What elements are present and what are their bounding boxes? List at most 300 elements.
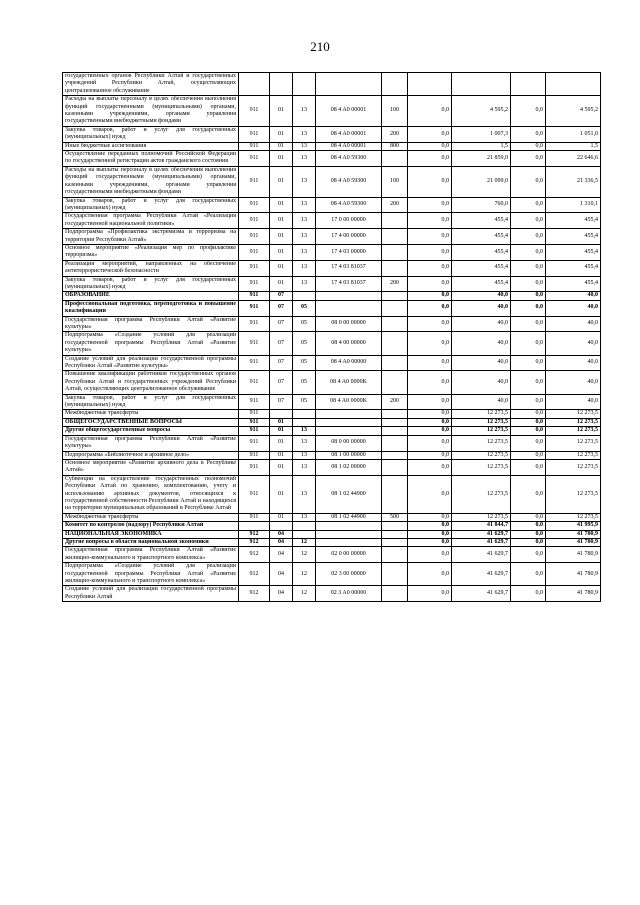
cell-section (270, 522, 293, 530)
cell-name: Расходы на выплаты персоналу в целях обеспечения выполнения функций государственными (муниципальными) органами, казенными учреждениями, органами управления государственными внебюджетными фондами (63, 166, 239, 197)
cell-name: Другие общегосударственные вопросы (63, 427, 239, 435)
cell-target-article: 08 4 A0 0000K (316, 394, 382, 410)
cell-value-1: 0,0 (408, 418, 452, 426)
cell-subsection: 13 (293, 513, 316, 521)
cell-subsection: 13 (293, 244, 316, 260)
cell-admin-code: 911 (239, 213, 270, 229)
cell-name: Реализация мероприятий, направленных на обеспечение антитеррористической безопасности (63, 260, 239, 276)
cell-expense-type (382, 538, 408, 546)
budget-table (62, 72, 601, 602)
cell-expense-type (382, 371, 408, 394)
cell-value-3: 0,0 (511, 538, 546, 546)
table-row (63, 586, 601, 602)
cell-name: Подпрограмма «Создание условий для реализации государственной программы Республики Алтай «Развитие жилищно-коммунального и транспортного комплекса» (63, 563, 239, 586)
table-row (63, 151, 601, 167)
cell-subsection (293, 522, 316, 530)
cell-target-article: 08 1 02 00000 (316, 459, 382, 475)
cell-target-article: 08 4 A0 00001 (316, 142, 382, 150)
cell-admin-code: 911 (239, 332, 270, 355)
cell-value-1: 0,0 (408, 547, 452, 563)
table-row (63, 300, 601, 316)
cell-admin-code: 911 (239, 475, 270, 513)
cell-target-article (316, 522, 382, 530)
cell-name: Основное мероприятие «Развитие архивного дела в Республике Алтай» (63, 459, 239, 475)
cell-value-1: 0,0 (408, 513, 452, 521)
cell-value-3: 0,0 (511, 292, 546, 300)
cell-admin-code: 911 (239, 126, 270, 142)
cell-expense-type (382, 73, 408, 96)
cell-section (270, 410, 293, 418)
cell-value-4: 41 780,9 (546, 530, 601, 538)
cell-value-2: 41 844,7 (452, 522, 511, 530)
cell-expense-type: 100 (382, 166, 408, 197)
cell-value-4: 12 273,5 (546, 459, 601, 475)
cell-admin-code: 911 (239, 229, 270, 245)
table-row (63, 355, 601, 371)
cell-subsection: 12 (293, 538, 316, 546)
cell-value-4 (546, 73, 601, 96)
cell-section: 07 (270, 394, 293, 410)
cell-expense-type (382, 475, 408, 513)
cell-subsection (293, 292, 316, 300)
cell-value-2: 21 859,0 (452, 151, 511, 167)
cell-value-2: 21 099,0 (452, 166, 511, 197)
cell-value-3: 0,0 (511, 213, 546, 229)
cell-value-3: 0,0 (511, 394, 546, 410)
cell-section: 01 (270, 229, 293, 245)
cell-value-3: 0,0 (511, 316, 546, 332)
cell-expense-type (382, 435, 408, 451)
cell-value-4: 22 646,6 (546, 151, 601, 167)
cell-admin-code (239, 73, 270, 96)
cell-admin-code: 911 (239, 96, 270, 127)
cell-value-2: 12 273,5 (452, 418, 511, 426)
cell-admin-code: 911 (239, 451, 270, 459)
cell-section: 01 (270, 418, 293, 426)
cell-value-1: 0,0 (408, 459, 452, 475)
cell-value-3: 0,0 (511, 229, 546, 245)
cell-subsection: 13 (293, 229, 316, 245)
cell-value-2: 40,0 (452, 316, 511, 332)
cell-subsection: 13 (293, 260, 316, 276)
cell-value-1: 0,0 (408, 126, 452, 142)
cell-subsection (293, 418, 316, 426)
cell-target-article: 02 3 00 00000 (316, 563, 382, 586)
cell-expense-type (382, 355, 408, 371)
cell-section: 01 (270, 513, 293, 521)
cell-target-article (316, 530, 382, 538)
cell-value-3: 0,0 (511, 96, 546, 127)
cell-value-1: 0,0 (408, 530, 452, 538)
cell-value-4: 21 336,5 (546, 166, 601, 197)
cell-expense-type (382, 229, 408, 245)
cell-value-2: 1 007,3 (452, 126, 511, 142)
cell-value-4: 41 780,9 (546, 586, 601, 602)
cell-value-1: 0,0 (408, 229, 452, 245)
cell-value-4: 41 780,9 (546, 538, 601, 546)
cell-value-4: 12 273,5 (546, 475, 601, 513)
cell-admin-code: 911 (239, 316, 270, 332)
cell-value-4: 41 995,9 (546, 522, 601, 530)
cell-admin-code: 911 (239, 513, 270, 521)
cell-value-4: 455,4 (546, 213, 601, 229)
cell-value-2: 41 629,7 (452, 538, 511, 546)
cell-admin-code: 912 (239, 547, 270, 563)
cell-section: 01 (270, 451, 293, 459)
table-row (63, 418, 601, 426)
cell-target-article: 08 4 A0 00001 (316, 96, 382, 127)
cell-section: 07 (270, 292, 293, 300)
cell-value-1: 0,0 (408, 475, 452, 513)
cell-value-3: 0,0 (511, 276, 546, 292)
cell-value-4: 12 273,5 (546, 513, 601, 521)
cell-section: 07 (270, 316, 293, 332)
cell-value-1: 0,0 (408, 522, 452, 530)
cell-target-article: 08 1 02 44900 (316, 513, 382, 521)
cell-value-2: 41 629,7 (452, 547, 511, 563)
cell-section (270, 73, 293, 96)
cell-name: Подпрограмма «Профилактика экстремизма и терроризма на территории Республики Алтай» (63, 229, 239, 245)
cell-expense-type (382, 151, 408, 167)
cell-name: Создание условий для реализации государственной программы Республики Алтай (63, 586, 239, 602)
cell-value-2: 455,4 (452, 260, 511, 276)
cell-subsection: 05 (293, 300, 316, 316)
cell-admin-code: 911 (239, 355, 270, 371)
cell-target-article (316, 538, 382, 546)
cell-value-2 (452, 73, 511, 96)
table-row (63, 459, 601, 475)
cell-value-2: 40,0 (452, 292, 511, 300)
cell-section: 01 (270, 475, 293, 513)
cell-value-1: 0,0 (408, 538, 452, 546)
cell-section: 01 (270, 197, 293, 213)
cell-target-article: 08 0 00 00000 (316, 316, 382, 332)
cell-target-article (316, 300, 382, 316)
cell-admin-code: 912 (239, 563, 270, 586)
cell-target-article: 08 4 A0 00001 (316, 126, 382, 142)
cell-value-2: 40,0 (452, 371, 511, 394)
cell-name: государственных органов Республики Алтай и государственных учреждений Республики Алтай, осуществляющих централизованное обслуживание (63, 73, 239, 96)
cell-name: Иные бюджетные ассигнования (63, 142, 239, 150)
cell-section: 04 (270, 586, 293, 602)
cell-name: Межбюджетные трансферты (63, 513, 239, 521)
cell-target-article: 17 4 03 00000 (316, 244, 382, 260)
cell-value-3: 0,0 (511, 410, 546, 418)
cell-name: Субвенции на осуществление государственных полномочий Республики Алтай по хранению, комплектованию, учету и использованию архивных документов, относящихся к государственной собственности Республики Алтай и находящихся на территории муниципальных образований в Республике Алтай (63, 475, 239, 513)
cell-subsection: 13 (293, 451, 316, 459)
cell-target-article: 08 4 A0 00000 (316, 355, 382, 371)
cell-expense-type: 200 (382, 394, 408, 410)
cell-expense-type (382, 213, 408, 229)
table-row (63, 547, 601, 563)
table-row (63, 276, 601, 292)
cell-expense-type: 800 (382, 142, 408, 150)
cell-value-1: 0,0 (408, 96, 452, 127)
cell-admin-code: 911 (239, 459, 270, 475)
cell-target-article: 02 3 A0 00000 (316, 586, 382, 602)
cell-admin-code: 911 (239, 435, 270, 451)
cell-admin-code: 911 (239, 394, 270, 410)
cell-section: 04 (270, 538, 293, 546)
cell-name: Комитет по контролю (надзору) Республики Алтай (63, 522, 239, 530)
cell-target-article: 02 0 00 00000 (316, 547, 382, 563)
cell-name: Межбюджетные трансферты (63, 410, 239, 418)
cell-name: Закупка товаров, работ и услуг для государственных (муниципальных) нужд (63, 126, 239, 142)
cell-value-4: 12 273,5 (546, 418, 601, 426)
cell-expense-type: 200 (382, 276, 408, 292)
table-row (63, 244, 601, 260)
cell-value-3: 0,0 (511, 513, 546, 521)
cell-value-4: 40,0 (546, 300, 601, 316)
cell-admin-code: 911 (239, 418, 270, 426)
cell-value-4: 12 273,5 (546, 435, 601, 451)
cell-value-1: 0,0 (408, 586, 452, 602)
cell-expense-type (382, 292, 408, 300)
cell-value-2: 12 273,5 (452, 513, 511, 521)
cell-target-article: 08 1 00 00000 (316, 451, 382, 459)
cell-name: Государственная программа Республики Алтай «Развитие культуры» (63, 316, 239, 332)
table-row (63, 73, 601, 96)
cell-target-article: 17 4 03 81037 (316, 260, 382, 276)
cell-value-1: 0,0 (408, 244, 452, 260)
cell-name: Подпрограмма «Создание условий для реализации государственной программы Республики Алтай «Развитие культуры» (63, 332, 239, 355)
table-row (63, 475, 601, 513)
cell-target-article (316, 418, 382, 426)
table-row (63, 522, 601, 530)
cell-admin-code: 912 (239, 538, 270, 546)
cell-subsection: 05 (293, 355, 316, 371)
cell-section: 07 (270, 371, 293, 394)
cell-value-3: 0,0 (511, 371, 546, 394)
cell-name: Государственная программа Республики Алтай «Развитие культуры» (63, 435, 239, 451)
table-row (63, 513, 601, 521)
cell-subsection (293, 410, 316, 418)
table-row (63, 96, 601, 127)
cell-expense-type (382, 563, 408, 586)
cell-value-3: 0,0 (511, 475, 546, 513)
cell-value-2: 455,4 (452, 276, 511, 292)
cell-value-3: 0,0 (511, 435, 546, 451)
cell-value-1: 0,0 (408, 451, 452, 459)
cell-name: Закупка товаров, работ и услуг для государственных (муниципальных) нужд (63, 394, 239, 410)
cell-value-2: 40,0 (452, 300, 511, 316)
cell-expense-type (382, 260, 408, 276)
cell-expense-type: 100 (382, 96, 408, 127)
cell-admin-code: 911 (239, 276, 270, 292)
cell-value-2: 41 629,7 (452, 563, 511, 586)
cell-value-2: 12 273,5 (452, 427, 511, 435)
cell-value-3: 0,0 (511, 332, 546, 355)
cell-subsection: 13 (293, 197, 316, 213)
cell-name: Повышение квалификации работников государственных органов Республики Алтай и государственных учреждений Республики Алтай, осуществляющих централизованное обслуживание (63, 371, 239, 394)
cell-expense-type (382, 332, 408, 355)
cell-value-1: 0,0 (408, 394, 452, 410)
cell-name: Закупка товаров, работ и услуг для государственных (муниципальных) нужд (63, 276, 239, 292)
cell-admin-code: 911 (239, 427, 270, 435)
cell-subsection: 13 (293, 475, 316, 513)
cell-value-1: 0,0 (408, 292, 452, 300)
cell-value-4: 40,0 (546, 355, 601, 371)
cell-value-3 (511, 73, 546, 96)
table-row (63, 166, 601, 197)
cell-value-1: 0,0 (408, 410, 452, 418)
table-row (63, 229, 601, 245)
cell-value-3: 0,0 (511, 451, 546, 459)
table-row (63, 371, 601, 394)
cell-expense-type (382, 244, 408, 260)
cell-subsection (293, 73, 316, 96)
cell-value-4: 4 595,2 (546, 96, 601, 127)
cell-value-1: 0,0 (408, 151, 452, 167)
cell-subsection (293, 530, 316, 538)
table-row (63, 316, 601, 332)
cell-value-2: 12 273,5 (452, 475, 511, 513)
cell-section: 01 (270, 260, 293, 276)
table-row (63, 142, 601, 150)
cell-value-4: 12 273,5 (546, 451, 601, 459)
table-row (63, 451, 601, 459)
cell-expense-type (382, 418, 408, 426)
cell-subsection: 13 (293, 142, 316, 150)
cell-name: Государственная программа Республики Алтай «Развитие жилищно-коммунального и транспортного комплекса» (63, 547, 239, 563)
cell-admin-code: 911 (239, 300, 270, 316)
cell-section: 01 (270, 151, 293, 167)
cell-subsection: 12 (293, 586, 316, 602)
cell-value-1 (408, 73, 452, 96)
cell-value-2: 41 629,7 (452, 586, 511, 602)
cell-section: 01 (270, 126, 293, 142)
cell-name: ОБРАЗОВАНИЕ (63, 292, 239, 300)
cell-expense-type (382, 522, 408, 530)
cell-name: Основное мероприятие «Реализация мер по профилактике терроризма» (63, 244, 239, 260)
cell-expense-type (382, 586, 408, 602)
cell-value-3: 0,0 (511, 126, 546, 142)
cell-value-3: 0,0 (511, 355, 546, 371)
cell-target-article (316, 73, 382, 96)
cell-value-2: 12 273,5 (452, 410, 511, 418)
cell-value-1: 0,0 (408, 371, 452, 394)
cell-admin-code: 911 (239, 151, 270, 167)
cell-target-article: 08 4 00 00000 (316, 332, 382, 355)
cell-subsection: 05 (293, 316, 316, 332)
cell-value-3: 0,0 (511, 563, 546, 586)
cell-target-article: 08 4 A0 0000K (316, 371, 382, 394)
cell-name: Расходы на выплаты персоналу в целях обеспечения выполнения функций государственными (муниципальными) органами, казенными учреждениями, органами управления государственными внебюджетными фондами (63, 96, 239, 127)
cell-expense-type (382, 300, 408, 316)
cell-expense-type (382, 316, 408, 332)
cell-value-4: 40,0 (546, 371, 601, 394)
cell-value-1: 0,0 (408, 276, 452, 292)
cell-section: 01 (270, 244, 293, 260)
cell-value-2: 455,4 (452, 229, 511, 245)
cell-section: 01 (270, 276, 293, 292)
cell-value-2: 12 273,5 (452, 451, 511, 459)
cell-value-4: 41 780,9 (546, 547, 601, 563)
cell-section: 04 (270, 563, 293, 586)
cell-target-article (316, 427, 382, 435)
cell-section: 01 (270, 427, 293, 435)
cell-name: Государственная программа Республики Алтай «Реализация государственной национальной политики» (63, 213, 239, 229)
cell-value-4: 12 273,5 (546, 427, 601, 435)
cell-name: Подпрограмма «Библиотечное и архивное дело» (63, 451, 239, 459)
cell-value-4: 455,4 (546, 260, 601, 276)
cell-value-1: 0,0 (408, 142, 452, 150)
cell-value-4: 40,0 (546, 292, 601, 300)
cell-value-1: 0,0 (408, 300, 452, 316)
cell-name: Профессиональная подготовка, переподготовка и повышение квалификации (63, 300, 239, 316)
cell-value-2: 40,0 (452, 355, 511, 371)
cell-admin-code: 911 (239, 292, 270, 300)
cell-value-1: 0,0 (408, 332, 452, 355)
cell-expense-type: 200 (382, 197, 408, 213)
cell-value-3: 0,0 (511, 151, 546, 167)
cell-target-article: 08 4 A0 59300 (316, 166, 382, 197)
cell-section: 04 (270, 530, 293, 538)
table-row (63, 563, 601, 586)
cell-admin-code: 911 (239, 197, 270, 213)
cell-expense-type (382, 530, 408, 538)
cell-value-3: 0,0 (511, 427, 546, 435)
cell-value-3: 0,0 (511, 197, 546, 213)
table-row (63, 197, 601, 213)
cell-value-1: 0,0 (408, 427, 452, 435)
cell-name: ОБЩЕГОСУДАРСТВЕННЫЕ ВОПРОСЫ (63, 418, 239, 426)
cell-name: Создание условий для реализации государственной программы Республики Алтай «Развитие культуры» (63, 355, 239, 371)
cell-subsection: 13 (293, 166, 316, 197)
cell-value-3: 0,0 (511, 260, 546, 276)
page-number: 210 (310, 39, 330, 54)
table-row (63, 292, 601, 300)
cell-value-2: 12 273,5 (452, 435, 511, 451)
cell-value-3: 0,0 (511, 522, 546, 530)
cell-admin-code: 912 (239, 530, 270, 538)
cell-admin-code: 911 (239, 410, 270, 418)
cell-value-2: 455,4 (452, 244, 511, 260)
cell-expense-type (382, 451, 408, 459)
cell-value-3: 0,0 (511, 166, 546, 197)
cell-value-4: 40,0 (546, 394, 601, 410)
cell-subsection: 13 (293, 213, 316, 229)
cell-subsection: 13 (293, 459, 316, 475)
cell-subsection: 13 (293, 151, 316, 167)
cell-value-2: 41 629,7 (452, 530, 511, 538)
cell-name: Другие вопросы в области национальной экономики (63, 538, 239, 546)
cell-section: 01 (270, 459, 293, 475)
cell-admin-code: 911 (239, 142, 270, 150)
cell-subsection: 05 (293, 332, 316, 355)
cell-section: 04 (270, 547, 293, 563)
cell-value-4: 455,4 (546, 244, 601, 260)
cell-value-2: 760,0 (452, 197, 511, 213)
cell-value-1: 0,0 (408, 166, 452, 197)
cell-target-article: 17 0 00 00000 (316, 213, 382, 229)
cell-value-2: 40,0 (452, 332, 511, 355)
cell-value-3: 0,0 (511, 244, 546, 260)
cell-target-article: 17 4 03 81037 (316, 276, 382, 292)
cell-subsection: 05 (293, 371, 316, 394)
table-row (63, 530, 601, 538)
cell-section: 01 (270, 213, 293, 229)
table-row (63, 435, 601, 451)
cell-value-3: 0,0 (511, 530, 546, 538)
cell-subsection: 13 (293, 427, 316, 435)
cell-subsection: 05 (293, 394, 316, 410)
cell-subsection: 13 (293, 435, 316, 451)
cell-admin-code (239, 522, 270, 530)
cell-section: 01 (270, 142, 293, 150)
cell-value-3: 0,0 (511, 547, 546, 563)
cell-value-3: 0,0 (511, 459, 546, 475)
